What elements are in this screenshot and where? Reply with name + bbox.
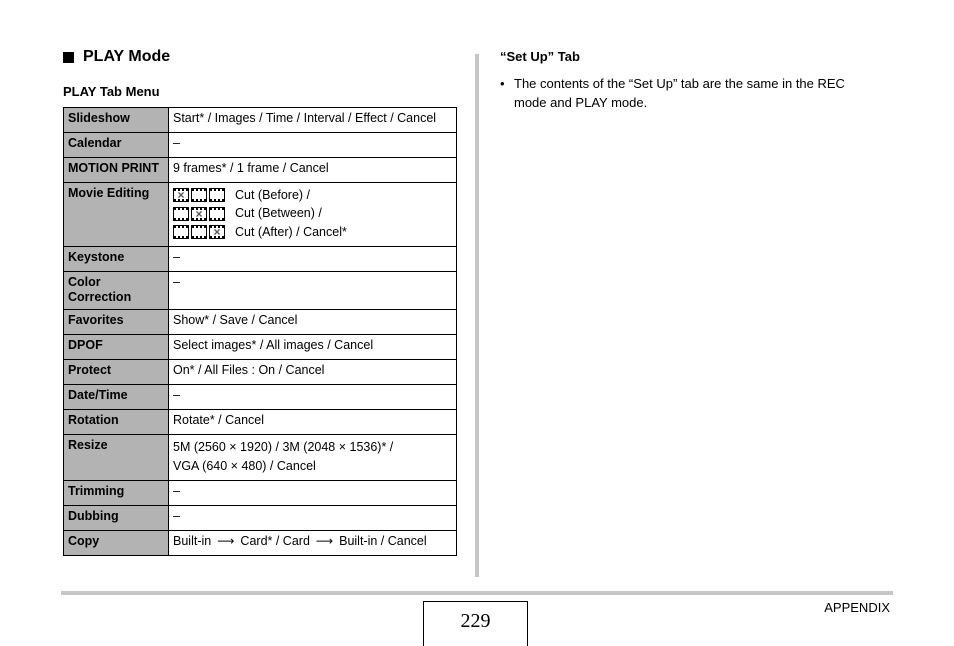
row-value: On* / All Files : On / Cancel <box>169 359 457 384</box>
setup-tab-note <box>500 74 880 112</box>
table-row <box>64 359 457 384</box>
table-row <box>64 183 457 247</box>
table-row <box>64 309 457 334</box>
copy-part: Card* / Card <box>240 533 310 548</box>
column-divider <box>475 54 479 577</box>
table-row <box>64 505 457 530</box>
row-key: Color Correction <box>64 271 169 309</box>
section-title <box>63 48 170 66</box>
row-value: – <box>169 133 457 158</box>
page-number: 229 <box>423 601 528 646</box>
table-row <box>64 530 457 555</box>
section-title-text: PLAY Mode <box>83 48 171 65</box>
row-value: Select images* / All images / Cancel <box>169 334 457 359</box>
row-value: 9 frames* / 1 frame / Cancel <box>169 158 457 183</box>
option-text: Cut (Between) / <box>235 206 322 221</box>
footer-rule <box>61 591 893 595</box>
option-text: Cut (After) / Cancel* <box>235 224 347 239</box>
row-value: Show* / Save / Cancel <box>169 309 457 334</box>
movie-edit-option <box>173 205 452 224</box>
movie-edit-option <box>173 223 452 242</box>
bullet-dot-icon: • <box>500 76 505 91</box>
play-tab-menu-table <box>63 107 457 556</box>
row-key: Copy <box>64 530 169 555</box>
row-key: Resize <box>64 434 169 480</box>
row-key: Protect <box>64 359 169 384</box>
section-label: APPENDIX <box>824 600 890 615</box>
row-value: Rotate* / Cancel <box>169 409 457 434</box>
row-key: Trimming <box>64 480 169 505</box>
row-value: – <box>169 480 457 505</box>
setup-tab-title: “Set Up” Tab <box>500 49 580 64</box>
table-row <box>64 480 457 505</box>
row-key: Favorites <box>64 309 169 334</box>
copy-part: Built-in / Cancel <box>339 533 427 548</box>
row-value: – <box>169 505 457 530</box>
right-arrow-icon: ⟶ <box>217 533 235 548</box>
table-row <box>64 133 457 158</box>
table-row <box>64 409 457 434</box>
movie-edit-option <box>173 186 452 205</box>
row-value: – <box>169 271 457 309</box>
row-key: Dubbing <box>64 505 169 530</box>
row-key: Date/Time <box>64 384 169 409</box>
row-value: Start* / Images / Time / Interval / Effect / Cancel <box>169 108 457 133</box>
row-key: DPOF <box>64 334 169 359</box>
table-row <box>64 108 457 133</box>
row-value <box>169 434 457 480</box>
setup-tab-note-text: The contents of the “Set Up” tab are the same in the REC mode and PLAY mode. <box>514 76 845 110</box>
table-row <box>64 384 457 409</box>
table-row <box>64 271 457 309</box>
copy-part: Built-in <box>173 533 212 548</box>
table-row <box>64 246 457 271</box>
row-key: Slideshow <box>64 108 169 133</box>
table-title: PLAY Tab Menu <box>63 84 160 99</box>
row-key: MOTION PRINT <box>64 158 169 183</box>
resize-line: 5M (2560 × 1920) / 3M (2048 × 1536)* / <box>173 439 394 454</box>
row-key: Keystone <box>64 246 169 271</box>
row-key: Calendar <box>64 133 169 158</box>
row-key: Movie Editing <box>64 183 169 247</box>
table-row <box>64 334 457 359</box>
table-row <box>64 434 457 480</box>
resize-line: VGA (640 × 480) / Cancel <box>173 458 316 473</box>
film-strip-cut-between-icon <box>173 207 227 221</box>
film-strip-cut-after-icon <box>173 225 227 239</box>
row-value <box>169 183 457 247</box>
row-value <box>169 530 457 555</box>
square-bullet-icon <box>63 52 74 63</box>
option-text: Cut (Before) / <box>235 187 311 202</box>
row-value: – <box>169 246 457 271</box>
right-arrow-icon: ⟶ <box>315 533 334 548</box>
film-strip-cut-before-icon <box>173 188 227 202</box>
table-row <box>64 158 457 183</box>
row-key: Rotation <box>64 409 169 434</box>
row-value: – <box>169 384 457 409</box>
